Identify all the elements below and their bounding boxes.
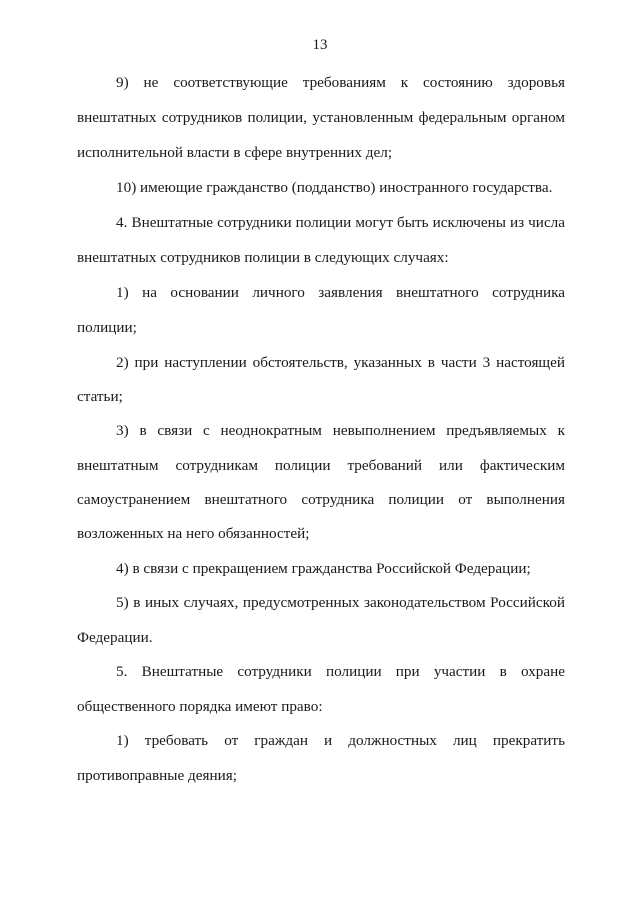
text-line: общественного порядка имеют право: <box>77 698 323 715</box>
text-line: полиции; <box>77 319 137 336</box>
text-line: статьи; <box>77 388 123 405</box>
text-line: исполнительной власти в сфере внутренних дел; <box>77 144 393 161</box>
text-line: 2) при наступлении обстоятельств, указанных в части 3 настоящей <box>116 354 565 371</box>
text-line: 4) в связи с прекращением гражданства Российской Федерации; <box>116 560 531 577</box>
text-line: 3) в связи с неоднократным невыполнением предъявляемых к <box>116 422 565 439</box>
text-line: самоустранением внештатного сотрудника полиции от выполнения <box>77 491 565 508</box>
text-line: 4. Внештатные сотрудники полиции могут быть исключены из числа <box>116 214 565 231</box>
text-line: противоправные деяния; <box>77 767 237 784</box>
text-line: 9) не соответствующие требованиям к состоянию здоровья <box>116 74 565 91</box>
text-line: 5) в иных случаях, предусмотренных законодательством Российской <box>116 594 565 611</box>
text-line: 5. Внештатные сотрудники полиции при участии в охране <box>116 663 565 680</box>
text-line: 1) требовать от граждан и должностных лиц прекратить <box>116 732 565 749</box>
text-line: возложенных на него обязанностей; <box>77 525 310 542</box>
text-line: внештатных сотрудников полиции в следующих случаях: <box>77 249 449 266</box>
text-line: внештатным сотрудникам полиции требований или фактическим <box>77 457 565 474</box>
text-line: 1) на основании личного заявления внештатного сотрудника <box>116 284 565 301</box>
text-line: Федерации. <box>77 629 153 646</box>
text-line: внештатных сотрудников полиции, установленным федеральным органом <box>77 109 565 126</box>
page-number: 13 <box>312 37 328 53</box>
text-line: 10) имеющие гражданство (подданство) иностранного государства. <box>116 179 553 196</box>
